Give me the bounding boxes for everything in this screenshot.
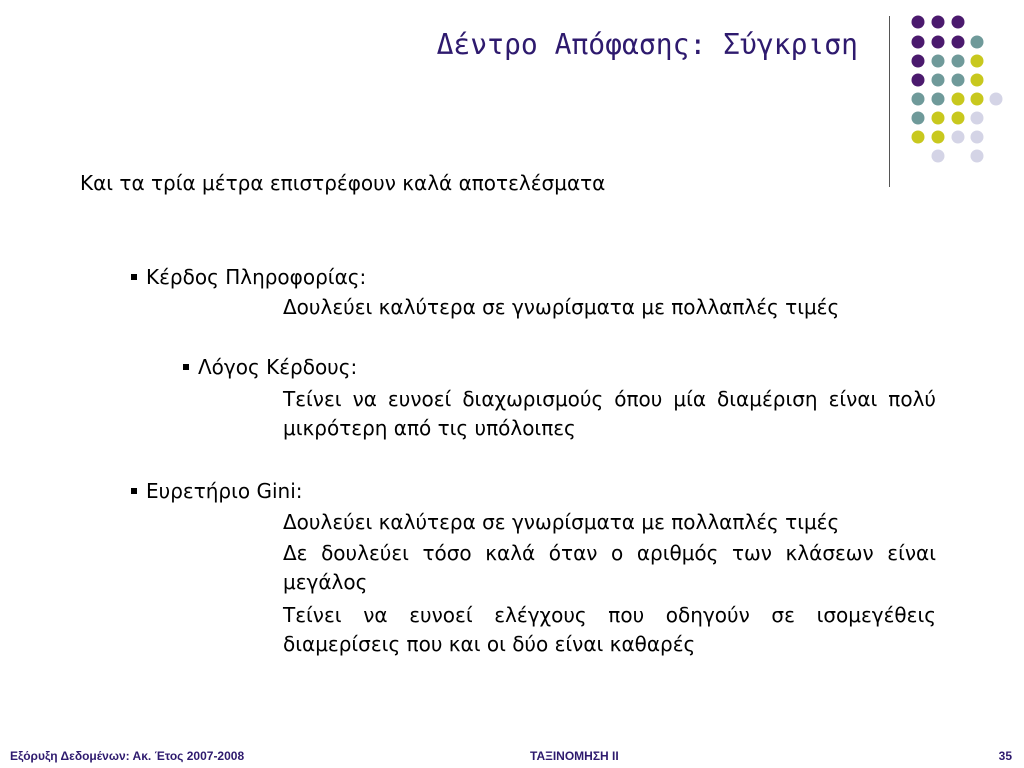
footer-topic: ΤΑΞΙΝΟΜΗΣΗ ΙΙ (530, 749, 619, 763)
decorative-dot (912, 16, 925, 29)
decorative-dot (952, 131, 965, 144)
decorative-dot-grid (0, 0, 1024, 170)
bullet-gain-ratio (183, 355, 357, 379)
intro-text: Και τα τρία μέτρα επιστρέφουν καλά αποτελέσματα (80, 171, 606, 195)
description-gain-ratio-1: Τείνει να ευνοεί διαχωρισμούς όπου μία διαμέριση είναι πολύ μικρότερη από τις υπόλοιπες (283, 387, 936, 440)
decorative-dot (932, 112, 945, 125)
page-number: 35 (998, 749, 1012, 763)
description-gini-index-3: Τείνει να ευνοεί ελέγχους που οδηγούν σε ισομεγέθεις διαμερίσεις που και οι δύο είναι καθαρές (283, 603, 936, 656)
decorative-dot (912, 93, 925, 106)
decorative-dot (952, 74, 965, 87)
decorative-dot (952, 16, 965, 29)
decorative-dot (971, 93, 984, 106)
decorative-dot (932, 16, 945, 29)
bullet-label: Κέρδος Πληροφορίας: (146, 265, 367, 289)
description-gini-index-1: Δουλεύει καλύτερα σε γνωρίσματα με πολλαπλές τιμές (283, 510, 840, 534)
description-gini-index-2: Δε δουλεύει τόσο καλά όταν ο αριθμός των κλάσεων είναι μεγάλος (283, 541, 936, 594)
bullet-marker (131, 274, 137, 280)
description-information-gain-1: Δουλεύει καλύτερα σε γνωρίσματα με πολλαπλές τιμές (283, 295, 840, 319)
decorative-dot (952, 36, 965, 49)
decorative-dot (932, 150, 945, 163)
decorative-dot (932, 55, 945, 68)
decorative-dot (912, 36, 925, 49)
decorative-dot (971, 74, 984, 87)
decorative-dot (971, 36, 984, 49)
decorative-dot (932, 131, 945, 144)
decorative-dot (932, 74, 945, 87)
decorative-dot (952, 112, 965, 125)
decorative-dot (912, 74, 925, 87)
bullet-gini-index (131, 479, 303, 503)
decorative-dot (912, 112, 925, 125)
slide-title: Δέντρο Απόφασης: Σύγκριση (436, 28, 858, 61)
bullet-marker (131, 488, 137, 494)
decorative-dot (971, 55, 984, 68)
footer-course: Εξόρυξη Δεδομένων: Ακ. Έτος 2007-2008 (10, 749, 245, 763)
decorative-dot (932, 93, 945, 106)
bullet-label: Λόγος Κέρδους: (198, 355, 358, 379)
bullet-label: Ευρετήριο Gini: (146, 479, 303, 503)
decorative-dot (912, 55, 925, 68)
bullet-marker (183, 364, 189, 370)
decorative-dot (990, 93, 1003, 106)
decorative-dot (912, 131, 925, 144)
decorative-dot (932, 36, 945, 49)
bullet-information-gain (131, 265, 366, 289)
decorative-dot (971, 131, 984, 144)
decorative-dot (952, 93, 965, 106)
decorative-dot (952, 55, 965, 68)
decorative-dot (971, 150, 984, 163)
decorative-dot (971, 112, 984, 125)
